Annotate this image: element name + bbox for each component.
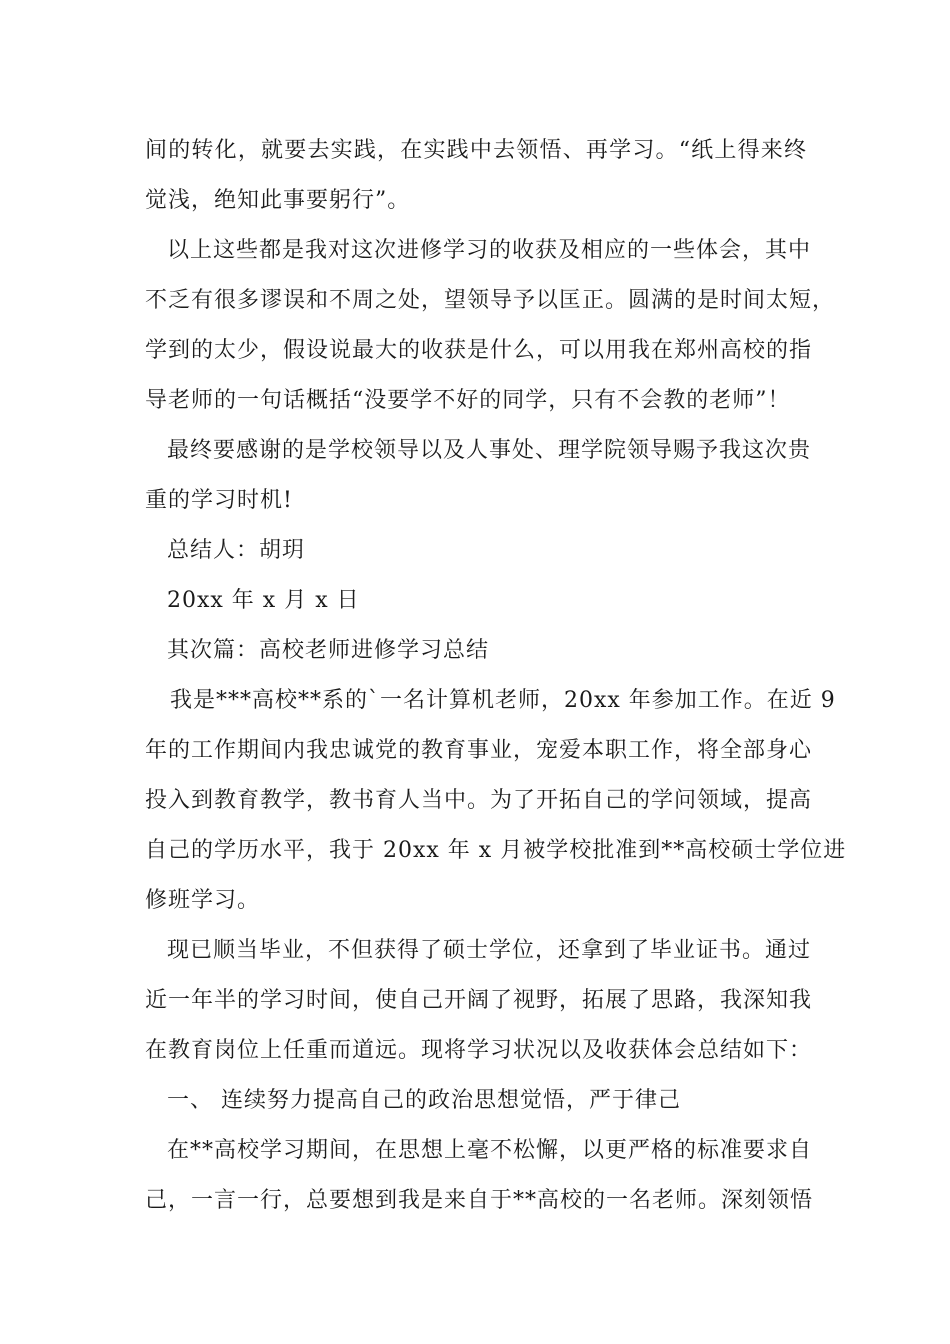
text-line: 修班学习。 [145,888,261,913]
text-line: 在**高校学习期间，在思想上毫不松懈，以更严格的标准要求自 [167,1138,813,1163]
text-line: 投入到教育教学，教书育人当中。为了开拓自己的学问领域，提高 [145,788,813,813]
text-line: 年的工作期间内我忠诚党的教育事业，宠爱本职工作，将全部身心 [145,738,813,763]
text-line: 导老师的一句话概括“没要学不好的同学，只有不会教的老师”！ [145,388,791,413]
text-line: 近一年半的学习时间，使自己开阔了视野，拓展了思路，我深知我 [145,988,813,1013]
text-line: 不乏有很多谬误和不周之处，望领导予以匡正。圆满的是时间太短， [145,288,836,313]
date-line: 20xx 年 x 月 x 日 [167,588,360,613]
section-heading: 一、 连续努力提高自己的政治思想觉悟，严于律己 [167,1088,681,1113]
text-line: 最终要感谢的是学校领导以及人事处、理学院领导赐予我这次贵 [167,438,812,463]
text-line: 觉浅，绝知此事要躬行”。 [145,188,411,213]
text-line: 现已顺当毕业，不但获得了硕士学位，还拿到了毕业证书。通过 [167,938,812,963]
text-line: 自己的学历水平，我于 20xx 年 x 月被学校批准到**高校硕士学位进 [145,838,847,863]
text-line: 重的学习时机! [145,488,293,513]
text-line: 学到的太少，假设说最大的收获是什么，可以用我在郑州高校的指 [145,338,813,363]
signature-line: 总结人：胡玥 [167,538,306,563]
section-title: 其次篇：高校老师进修学习总结 [167,638,490,663]
text-line: 以上这些都是我对这次进修学习的收获及相应的一些体会，其中 [167,238,812,263]
text-line: 间的转化，就要去实践，在实践中去领悟、再学习。“纸上得来终 [145,138,807,163]
text-line: 己，一言一行，总要想到我是来自于**高校的一名老师。深刻领悟 [145,1188,814,1213]
text-line: 我是***高校**系的`一名计算机老师，20xx 年参加工作。在近 9 [170,688,836,713]
text-line: 在教育岗位上任重而道远。现将学习状况以及收获体会总结如下： [145,1038,813,1063]
